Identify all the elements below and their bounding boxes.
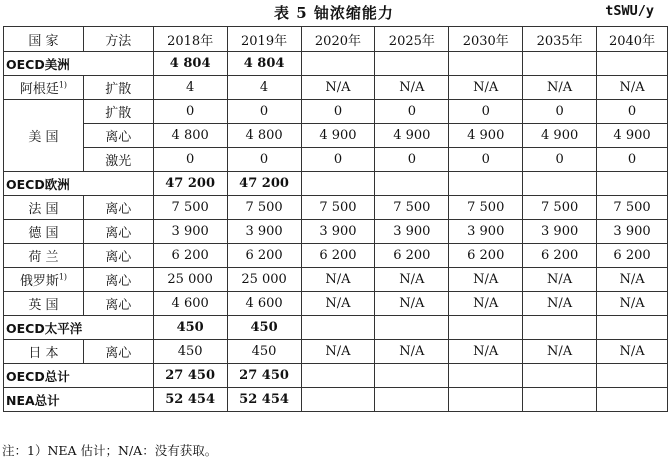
country-name: 俄罗斯 [19,274,59,289]
value-cell [449,364,523,388]
country-name: 法 国 [28,202,59,217]
table-row [4,268,668,292]
value-cell: 4 804 [227,52,301,76]
value-cell: 3 900 [301,220,375,244]
value-cell [301,364,375,388]
value-cell: 7 500 [227,196,301,220]
header-cell: 2019年 [227,27,301,52]
table-row [4,148,668,172]
country-cell [4,220,84,244]
value-cell: N/A [301,268,375,292]
value-cell: 52 454 [153,388,227,412]
value-cell: 4 900 [375,124,449,148]
value-cell: 0 [523,148,597,172]
header-cell: 2035年 [523,27,597,52]
value-cell: 6 200 [375,244,449,268]
value-cell [301,388,375,412]
value-cell: 4 600 [153,292,227,316]
value-cell: N/A [597,76,668,100]
value-cell [597,364,668,388]
value-cell: 0 [597,100,668,124]
value-cell: 7 500 [523,196,597,220]
value-cell: N/A [523,76,597,100]
value-cell: N/A [375,76,449,100]
value-cell: 4 600 [227,292,301,316]
table-note: 注：1）NEA 估计；N/A：没有获取。 [2,443,218,458]
value-cell [523,316,597,340]
value-cell [301,52,375,76]
method-cell: 离心 [83,244,153,268]
table-row [4,124,668,148]
value-cell: N/A [523,268,597,292]
value-cell [375,388,449,412]
header-cell: 2018年 [153,27,227,52]
header-cell: 2020年 [301,27,375,52]
method-cell: 扩散 [83,100,153,124]
value-cell [597,52,668,76]
value-cell: 6 200 [597,244,668,268]
value-cell: 0 [449,148,523,172]
value-cell [523,52,597,76]
value-cell: N/A [301,76,375,100]
value-cell: 3 900 [597,220,668,244]
header-cell: 2040年 [597,27,668,52]
value-cell [301,316,375,340]
region-label: OECD美洲 [4,52,154,76]
value-cell: 27 450 [153,364,227,388]
region-row [4,364,668,388]
country-cell [4,76,84,100]
method-cell: 离心 [83,268,153,292]
value-cell [449,316,523,340]
value-cell [597,316,668,340]
value-cell [523,388,597,412]
value-cell: 4 [227,76,301,100]
value-cell: 0 [375,100,449,124]
method-cell: 离心 [83,340,153,364]
value-cell: 450 [153,340,227,364]
method-cell: 离心 [83,220,153,244]
region-row [4,52,668,76]
value-cell: 450 [227,340,301,364]
table-row [4,196,668,220]
value-cell: 3 900 [449,220,523,244]
value-cell: 3 900 [375,220,449,244]
table-row [4,220,668,244]
table-title: 表 5 铀浓缩能力 [274,4,394,22]
footnote-marker: 1) [58,272,68,282]
value-cell: N/A [449,340,523,364]
method-cell: 离心 [83,124,153,148]
country-name: 阿根廷 [19,82,59,97]
value-cell: 4 800 [153,124,227,148]
value-cell [449,172,523,196]
region-row [4,316,668,340]
value-cell: 4 [153,76,227,100]
value-cell: 0 [227,100,301,124]
value-cell: 4 900 [449,124,523,148]
value-cell [375,364,449,388]
country-name: 荷 兰 [28,250,59,265]
country-name: 英 国 [28,298,59,313]
table-row [4,100,668,124]
value-cell: N/A [597,340,668,364]
value-cell: 6 200 [449,244,523,268]
header-row [4,27,668,52]
country-cell [4,244,84,268]
value-cell: 4 900 [523,124,597,148]
value-cell: 3 900 [153,220,227,244]
country-cell [4,268,84,292]
country-cell [4,340,84,364]
country-cell [4,100,84,172]
table-row [4,340,668,364]
method-cell: 扩散 [83,76,153,100]
value-cell [597,388,668,412]
value-cell: N/A [375,292,449,316]
table-row [4,292,668,316]
value-cell [375,172,449,196]
value-cell [449,388,523,412]
value-cell: N/A [301,292,375,316]
value-cell: 0 [301,100,375,124]
value-cell: N/A [375,340,449,364]
value-cell: 0 [153,100,227,124]
region-label: OECD太平洋 [4,316,154,340]
method-cell: 激光 [83,148,153,172]
value-cell: 6 200 [153,244,227,268]
value-cell: N/A [597,268,668,292]
country-name: 日 本 [28,346,59,361]
value-cell: 52 454 [227,388,301,412]
value-cell [523,172,597,196]
value-cell: 4 804 [153,52,227,76]
value-cell: N/A [301,340,375,364]
value-cell [449,52,523,76]
value-cell: N/A [449,76,523,100]
value-cell: N/A [449,292,523,316]
value-cell: 47 200 [227,172,301,196]
region-label: OECD总计 [4,364,154,388]
table-row [4,244,668,268]
value-cell: 4 900 [301,124,375,148]
header-cell: 国 家 [4,27,84,52]
value-cell: 25 000 [153,268,227,292]
value-cell: 4 800 [227,124,301,148]
value-cell: N/A [523,340,597,364]
header-cell: 2030年 [449,27,523,52]
value-cell: 4 900 [597,124,668,148]
value-cell: 0 [597,148,668,172]
value-cell: 7 500 [597,196,668,220]
country-name: 德 国 [28,226,59,241]
value-cell: 6 200 [301,244,375,268]
region-label: OECD欧洲 [4,172,154,196]
value-cell: 0 [449,100,523,124]
value-cell [375,52,449,76]
value-cell: 0 [301,148,375,172]
value-cell: 6 200 [227,244,301,268]
value-cell: 25 000 [227,268,301,292]
country-cell [4,196,84,220]
header-cell: 方法 [83,27,153,52]
value-cell: 0 [523,100,597,124]
value-cell [375,316,449,340]
region-row [4,172,668,196]
value-cell: 0 [227,148,301,172]
method-cell: 离心 [83,196,153,220]
value-cell: N/A [375,268,449,292]
value-cell: N/A [597,292,668,316]
value-cell: 0 [153,148,227,172]
value-cell: 47 200 [153,172,227,196]
value-cell: 450 [227,316,301,340]
value-cell: N/A [449,268,523,292]
header-cell: 2025年 [375,27,449,52]
value-cell: 7 500 [375,196,449,220]
country-name: 美 国 [28,130,59,145]
value-cell: N/A [523,292,597,316]
unit-label: tSWU/y [605,3,654,19]
value-cell [523,364,597,388]
value-cell: 27 450 [227,364,301,388]
value-cell: 7 500 [449,196,523,220]
value-cell: 7 500 [301,196,375,220]
footnote-marker: 1) [58,80,68,90]
value-cell [597,172,668,196]
method-cell: 离心 [83,292,153,316]
value-cell: 6 200 [523,244,597,268]
value-cell: 0 [375,148,449,172]
country-cell [4,292,84,316]
region-label: NEA总计 [4,388,154,412]
value-cell: 7 500 [153,196,227,220]
enrichment-capacity-table [3,26,668,412]
value-cell: 450 [153,316,227,340]
value-cell: 3 900 [227,220,301,244]
table-row [4,76,668,100]
region-row [4,388,668,412]
value-cell [301,172,375,196]
value-cell: 3 900 [523,220,597,244]
